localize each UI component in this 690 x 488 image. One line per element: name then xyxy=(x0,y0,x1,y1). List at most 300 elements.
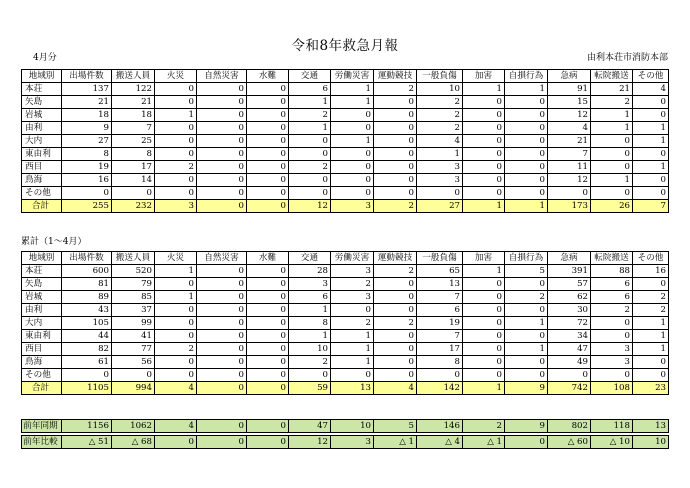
value-cell: 0 xyxy=(197,265,247,278)
monthly-header-cell: 搬送人員 xyxy=(112,70,155,83)
value-cell: 0 xyxy=(591,317,633,330)
value-cell: 0 xyxy=(247,174,289,187)
value-cell: 0 xyxy=(247,265,289,278)
cumulative-header-cell: 出場件数 xyxy=(62,252,112,265)
value-cell: 0 xyxy=(197,161,247,174)
value-cell: 2 xyxy=(633,291,669,304)
value-cell: 26 xyxy=(591,200,633,213)
value-cell: 0 xyxy=(197,278,247,291)
value-cell: 5 xyxy=(505,265,548,278)
value-cell: 0 xyxy=(289,369,331,382)
value-cell: 28 xyxy=(289,265,331,278)
cumulative-row xyxy=(22,343,669,356)
value-cell: 1 xyxy=(155,265,197,278)
value-cell: 2 xyxy=(289,356,331,369)
value-cell: 9 xyxy=(505,420,548,433)
value-cell: 6 xyxy=(289,291,331,304)
value-cell: 2 xyxy=(374,200,417,213)
value-cell: 19 xyxy=(62,161,112,174)
value-cell: 18 xyxy=(112,109,155,122)
value-cell: △ 51 xyxy=(62,436,112,449)
comparison-table xyxy=(21,435,669,449)
value-cell: 0 xyxy=(247,135,289,148)
value-cell: 0 xyxy=(463,356,505,369)
cumulative-row xyxy=(22,291,669,304)
value-cell: 137 xyxy=(62,83,112,96)
organization-label: 由利本荘市消防本部 xyxy=(586,53,668,63)
value-cell: 8 xyxy=(289,317,331,330)
value-cell: 21 xyxy=(112,96,155,109)
value-cell: 1 xyxy=(331,330,374,343)
region-name: 合計 xyxy=(22,382,62,395)
value-cell: 0 xyxy=(505,356,548,369)
value-cell: 0 xyxy=(374,122,417,135)
value-cell: 12 xyxy=(289,436,331,449)
value-cell: 6 xyxy=(289,83,331,96)
value-cell: 0 xyxy=(463,96,505,109)
value-cell: 0 xyxy=(633,96,669,109)
cumulative-header-cell: 火災 xyxy=(155,252,197,265)
value-cell: 3 xyxy=(155,200,197,213)
value-cell: 0 xyxy=(155,122,197,135)
value-cell: 0 xyxy=(197,83,247,96)
cumulative-header-cell: 交通 xyxy=(289,252,331,265)
value-cell: 7 xyxy=(548,148,591,161)
value-cell: 0 xyxy=(374,135,417,148)
value-cell: 5 xyxy=(374,420,417,433)
value-cell: △ 68 xyxy=(112,436,155,449)
value-cell: 0 xyxy=(505,96,548,109)
value-cell: 4 xyxy=(633,83,669,96)
region-name: 前年比較 xyxy=(22,436,62,449)
value-cell: 13 xyxy=(417,278,463,291)
value-cell: 15 xyxy=(548,96,591,109)
cumulative-row xyxy=(22,265,669,278)
value-cell: 1 xyxy=(505,83,548,96)
region-name: その他 xyxy=(22,187,62,200)
cumulative-header-cell: 運動競技 xyxy=(374,252,417,265)
value-cell: 0 xyxy=(197,187,247,200)
value-cell: 0 xyxy=(331,174,374,187)
value-cell: 43 xyxy=(62,304,112,317)
cumulative-header-cell: 労働災害 xyxy=(331,252,374,265)
value-cell: 742 xyxy=(548,382,591,395)
value-cell: 0 xyxy=(548,187,591,200)
region-name: 合計 xyxy=(22,200,62,213)
value-cell: 0 xyxy=(155,369,197,382)
value-cell: △ 4 xyxy=(417,436,463,449)
value-cell: 0 xyxy=(505,109,548,122)
value-cell: 0 xyxy=(155,96,197,109)
value-cell: 1 xyxy=(591,174,633,187)
value-cell: 0 xyxy=(505,304,548,317)
value-cell: 142 xyxy=(417,382,463,395)
region-name: 由利 xyxy=(22,304,62,317)
value-cell: 0 xyxy=(155,135,197,148)
value-cell: 10 xyxy=(417,83,463,96)
value-cell: 1 xyxy=(289,304,331,317)
value-cell: 0 xyxy=(331,187,374,200)
value-cell: 0 xyxy=(331,148,374,161)
value-cell: 0 xyxy=(197,330,247,343)
value-cell: 12 xyxy=(548,174,591,187)
value-cell: 0 xyxy=(197,291,247,304)
value-cell: 0 xyxy=(505,174,548,187)
value-cell: 0 xyxy=(374,304,417,317)
value-cell: 21 xyxy=(548,135,591,148)
value-cell: 0 xyxy=(155,304,197,317)
value-cell: 1 xyxy=(289,122,331,135)
value-cell: 44 xyxy=(62,330,112,343)
cumulative-header-cell: 急病 xyxy=(548,252,591,265)
value-cell: 0 xyxy=(331,161,374,174)
value-cell: 2 xyxy=(417,109,463,122)
value-cell: 25 xyxy=(112,135,155,148)
value-cell: 61 xyxy=(62,356,112,369)
value-cell: 56 xyxy=(112,356,155,369)
cumulative-table xyxy=(21,251,669,395)
value-cell: 0 xyxy=(463,122,505,135)
value-cell: 0 xyxy=(505,369,548,382)
value-cell: 62 xyxy=(548,291,591,304)
monthly-header-cell: その他 xyxy=(633,70,669,83)
cumulative-header-row xyxy=(22,252,669,265)
cumulative-row xyxy=(22,356,669,369)
region-name: 鳥海 xyxy=(22,174,62,187)
region-name: 岩城 xyxy=(22,291,62,304)
value-cell: 3 xyxy=(417,161,463,174)
value-cell: △ 1 xyxy=(374,436,417,449)
value-cell: 8 xyxy=(62,148,112,161)
value-cell: 6 xyxy=(591,291,633,304)
value-cell: 3 xyxy=(331,200,374,213)
value-cell: 1 xyxy=(633,317,669,330)
value-cell: 3 xyxy=(591,343,633,356)
value-cell: 0 xyxy=(505,436,548,449)
value-cell: 1 xyxy=(331,83,374,96)
monthly-header-cell: 加害 xyxy=(463,70,505,83)
value-cell: 0 xyxy=(548,369,591,382)
value-cell: 255 xyxy=(62,200,112,213)
value-cell: 91 xyxy=(548,83,591,96)
value-cell: 4 xyxy=(374,382,417,395)
value-cell: 13 xyxy=(331,382,374,395)
value-cell: 81 xyxy=(62,278,112,291)
value-cell: 0 xyxy=(591,330,633,343)
value-cell: 0 xyxy=(247,304,289,317)
value-cell: 0 xyxy=(112,369,155,382)
monthly-header-cell: 出場件数 xyxy=(62,70,112,83)
value-cell: 0 xyxy=(155,436,197,449)
value-cell: 232 xyxy=(112,200,155,213)
value-cell: 0 xyxy=(331,122,374,135)
value-cell: 0 xyxy=(591,148,633,161)
monthly-header-cell: 転院搬送 xyxy=(591,70,633,83)
value-cell: 3 xyxy=(331,265,374,278)
monthly-table xyxy=(21,69,669,213)
value-cell: 0 xyxy=(505,161,548,174)
value-cell: 0 xyxy=(155,330,197,343)
value-cell: 0 xyxy=(197,148,247,161)
value-cell: 1 xyxy=(463,382,505,395)
value-cell: 0 xyxy=(289,174,331,187)
value-cell: 0 xyxy=(374,369,417,382)
value-cell: 0 xyxy=(633,278,669,291)
value-cell: 14 xyxy=(112,174,155,187)
value-cell: 0 xyxy=(633,369,669,382)
value-cell: 0 xyxy=(463,135,505,148)
value-cell: 0 xyxy=(197,200,247,213)
value-cell: 3 xyxy=(289,278,331,291)
report-title: 令和8年救急月報 xyxy=(291,38,399,54)
value-cell: 0 xyxy=(247,420,289,433)
value-cell: 2 xyxy=(591,304,633,317)
value-cell: 0 xyxy=(155,187,197,200)
value-cell: 77 xyxy=(112,343,155,356)
value-cell: 0 xyxy=(505,278,548,291)
comparison-row xyxy=(22,436,669,449)
value-cell: 7 xyxy=(633,200,669,213)
value-cell: 0 xyxy=(463,291,505,304)
value-cell: 520 xyxy=(112,265,155,278)
value-cell: 1 xyxy=(633,343,669,356)
value-cell: 0 xyxy=(591,161,633,174)
value-cell: 0 xyxy=(155,356,197,369)
cumulative-header-cell: 一般負傷 xyxy=(417,252,463,265)
value-cell: 0 xyxy=(463,278,505,291)
value-cell: 0 xyxy=(417,187,463,200)
value-cell: 1062 xyxy=(112,420,155,433)
value-cell: 6 xyxy=(591,278,633,291)
value-cell: 1 xyxy=(633,330,669,343)
value-cell: 1156 xyxy=(62,420,112,433)
value-cell: 1 xyxy=(463,200,505,213)
previous-year-row xyxy=(22,420,669,433)
value-cell: 8 xyxy=(112,148,155,161)
value-cell: 1 xyxy=(591,109,633,122)
value-cell: 65 xyxy=(417,265,463,278)
value-cell: 0 xyxy=(247,161,289,174)
value-cell: 0 xyxy=(505,330,548,343)
value-cell: 0 xyxy=(247,343,289,356)
value-cell: 0 xyxy=(247,436,289,449)
value-cell: 0 xyxy=(463,304,505,317)
value-cell: 0 xyxy=(197,174,247,187)
value-cell: 99 xyxy=(112,317,155,330)
monthly-row xyxy=(22,122,669,135)
region-name: 本荘 xyxy=(22,83,62,96)
value-cell: 122 xyxy=(112,83,155,96)
value-cell: 0 xyxy=(331,369,374,382)
monthly-header-cell: 運動競技 xyxy=(374,70,417,83)
cumulative-row xyxy=(22,278,669,291)
monthly-row xyxy=(22,135,669,148)
value-cell: 0 xyxy=(155,148,197,161)
value-cell: 391 xyxy=(548,265,591,278)
region-name: その他 xyxy=(22,369,62,382)
value-cell: 1105 xyxy=(62,382,112,395)
value-cell: 1 xyxy=(633,122,669,135)
value-cell: 18 xyxy=(62,109,112,122)
value-cell: 0 xyxy=(197,436,247,449)
value-cell: 0 xyxy=(247,122,289,135)
value-cell: 105 xyxy=(62,317,112,330)
value-cell: 59 xyxy=(289,382,331,395)
cumulative-row xyxy=(22,330,669,343)
monthly-header-row xyxy=(22,70,669,83)
value-cell: 2 xyxy=(374,83,417,96)
value-cell: 0 xyxy=(197,369,247,382)
value-cell: 0 xyxy=(374,278,417,291)
value-cell: 0 xyxy=(247,109,289,122)
cumulative-header-cell: 搬送人員 xyxy=(112,252,155,265)
value-cell: 0 xyxy=(197,356,247,369)
monthly-row xyxy=(22,161,669,174)
value-cell: 0 xyxy=(155,317,197,330)
value-cell: 0 xyxy=(505,187,548,200)
value-cell: 12 xyxy=(548,109,591,122)
value-cell: 0 xyxy=(247,382,289,395)
value-cell: 1 xyxy=(155,109,197,122)
value-cell: 19 xyxy=(417,317,463,330)
cumulative-row xyxy=(22,304,669,317)
value-cell: 30 xyxy=(548,304,591,317)
value-cell: 2 xyxy=(331,317,374,330)
value-cell: 13 xyxy=(633,420,669,433)
region-name: 大内 xyxy=(22,317,62,330)
value-cell: 0 xyxy=(463,109,505,122)
value-cell: 0 xyxy=(155,278,197,291)
value-cell: 1 xyxy=(155,291,197,304)
value-cell: 0 xyxy=(155,174,197,187)
value-cell: 2 xyxy=(417,122,463,135)
value-cell: 0 xyxy=(374,96,417,109)
value-cell: 2 xyxy=(374,265,417,278)
value-cell: 1 xyxy=(289,330,331,343)
value-cell: 2 xyxy=(505,291,548,304)
value-cell: 2 xyxy=(289,161,331,174)
value-cell: 0 xyxy=(197,135,247,148)
monthly-header-cell: 一般負傷 xyxy=(417,70,463,83)
value-cell: 802 xyxy=(548,420,591,433)
monthly-row xyxy=(22,109,669,122)
value-cell: 0 xyxy=(247,356,289,369)
value-cell: 0 xyxy=(374,187,417,200)
monthly-row xyxy=(22,83,669,96)
value-cell: 41 xyxy=(112,330,155,343)
region-name: 矢島 xyxy=(22,96,62,109)
value-cell: 16 xyxy=(62,174,112,187)
value-cell: 21 xyxy=(591,83,633,96)
value-cell: 0 xyxy=(463,174,505,187)
value-cell: 0 xyxy=(463,161,505,174)
value-cell: 0 xyxy=(374,148,417,161)
value-cell: 88 xyxy=(591,265,633,278)
value-cell: 4 xyxy=(155,420,197,433)
value-cell: 0 xyxy=(463,317,505,330)
value-cell: 0 xyxy=(197,109,247,122)
value-cell: 2 xyxy=(417,96,463,109)
cumulative-row xyxy=(22,369,669,382)
value-cell: 0 xyxy=(463,330,505,343)
value-cell: 79 xyxy=(112,278,155,291)
value-cell: 0 xyxy=(374,343,417,356)
cumulative-header-cell: その他 xyxy=(633,252,669,265)
value-cell: 0 xyxy=(289,187,331,200)
value-cell: 2 xyxy=(289,109,331,122)
region-name: 由利 xyxy=(22,122,62,135)
value-cell: 1 xyxy=(591,122,633,135)
month-label: 4月分 xyxy=(33,53,57,63)
value-cell: 2 xyxy=(591,96,633,109)
value-cell: 12 xyxy=(289,200,331,213)
value-cell: 0 xyxy=(197,382,247,395)
value-cell: 2 xyxy=(155,161,197,174)
value-cell: 10 xyxy=(633,436,669,449)
value-cell: 0 xyxy=(633,356,669,369)
value-cell: 0 xyxy=(633,148,669,161)
monthly-header-cell: 自然災害 xyxy=(197,70,247,83)
value-cell: 34 xyxy=(548,330,591,343)
value-cell: 0 xyxy=(505,135,548,148)
value-cell: 0 xyxy=(247,291,289,304)
value-cell: 10 xyxy=(331,420,374,433)
value-cell: 0 xyxy=(247,96,289,109)
value-cell: 108 xyxy=(591,382,633,395)
monthly-header-cell: 交通 xyxy=(289,70,331,83)
value-cell: 0 xyxy=(197,317,247,330)
monthly-header-cell: 火災 xyxy=(155,70,197,83)
value-cell: 0 xyxy=(374,356,417,369)
value-cell: 1 xyxy=(463,265,505,278)
value-cell: 4 xyxy=(548,122,591,135)
value-cell: 9 xyxy=(505,382,548,395)
cumulative-header-cell: 自然災害 xyxy=(197,252,247,265)
value-cell: 72 xyxy=(548,317,591,330)
region-name: 鳥海 xyxy=(22,356,62,369)
cumulative-total-row xyxy=(22,382,669,395)
region-name: 矢島 xyxy=(22,278,62,291)
value-cell: 49 xyxy=(548,356,591,369)
value-cell: 17 xyxy=(112,161,155,174)
value-cell: 1 xyxy=(633,135,669,148)
region-name: 西目 xyxy=(22,343,62,356)
value-cell: △ 10 xyxy=(591,436,633,449)
value-cell: 0 xyxy=(505,122,548,135)
value-cell: 0 xyxy=(155,83,197,96)
value-cell: 16 xyxy=(633,265,669,278)
value-cell: 82 xyxy=(62,343,112,356)
value-cell: 0 xyxy=(374,174,417,187)
region-name: 前年同期 xyxy=(22,420,62,433)
region-name: 本荘 xyxy=(22,265,62,278)
value-cell: 173 xyxy=(548,200,591,213)
region-name: 東由利 xyxy=(22,148,62,161)
value-cell: 0 xyxy=(247,317,289,330)
value-cell: 4 xyxy=(155,382,197,395)
value-cell: 0 xyxy=(463,148,505,161)
value-cell: 0 xyxy=(591,135,633,148)
monthly-header-cell: 労働災害 xyxy=(331,70,374,83)
region-name: 岩城 xyxy=(22,109,62,122)
value-cell: 2 xyxy=(633,304,669,317)
value-cell: 0 xyxy=(331,304,374,317)
monthly-row xyxy=(22,174,669,187)
value-cell: 1 xyxy=(289,96,331,109)
value-cell: 8 xyxy=(417,356,463,369)
value-cell: 118 xyxy=(591,420,633,433)
value-cell: 0 xyxy=(112,187,155,200)
